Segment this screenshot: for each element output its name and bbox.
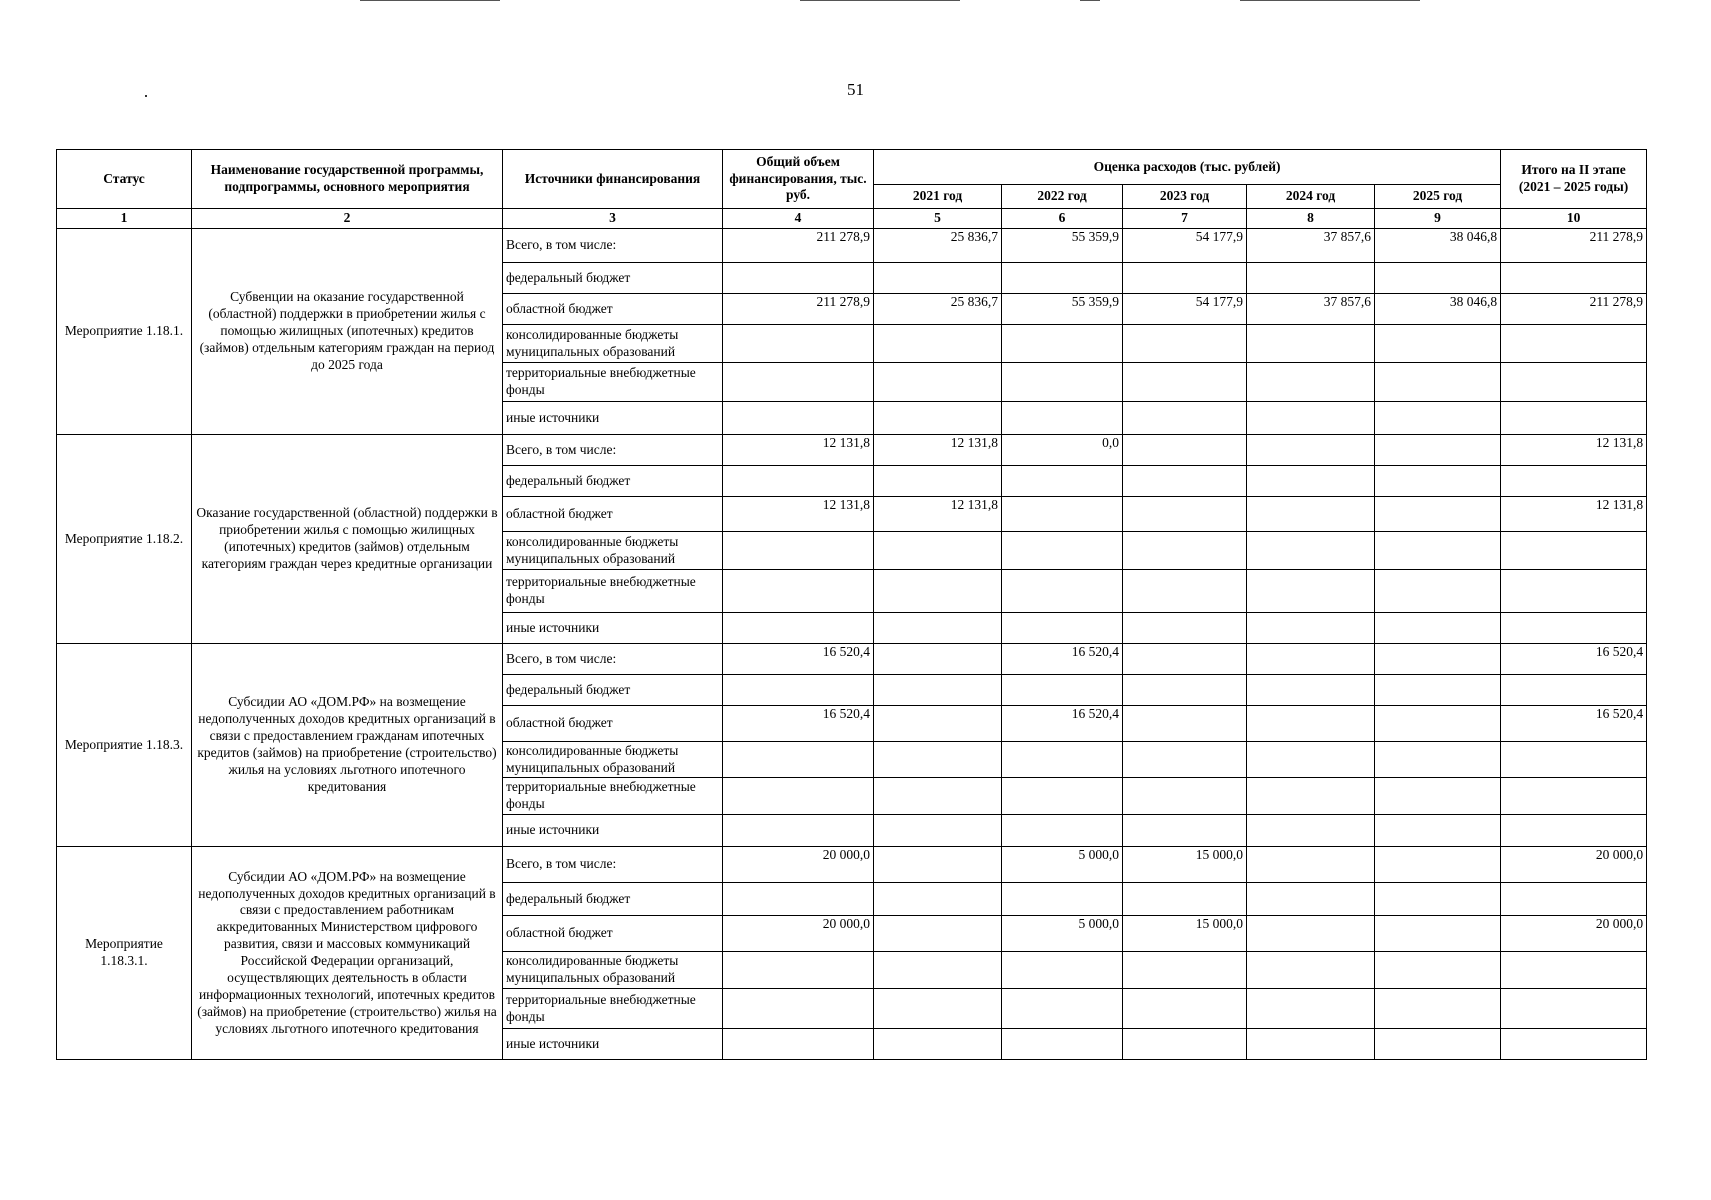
value-stage bbox=[1501, 952, 1647, 989]
value-y2021 bbox=[874, 815, 1002, 847]
value-y2024 bbox=[1247, 815, 1375, 847]
value-y2023 bbox=[1123, 706, 1247, 742]
financing-table bbox=[56, 149, 1647, 1060]
value-y2022: 16 520,4 bbox=[1002, 644, 1123, 675]
value-y2025 bbox=[1375, 532, 1501, 570]
column-number: 4 bbox=[723, 209, 874, 229]
value-y2025: 38 046,8 bbox=[1375, 229, 1501, 263]
value-y2021 bbox=[874, 883, 1002, 916]
value-stage bbox=[1501, 570, 1647, 613]
value-y2025 bbox=[1375, 778, 1501, 815]
value-stage bbox=[1501, 532, 1647, 570]
value-y2025 bbox=[1375, 497, 1501, 532]
funding-source: федеральный бюджет bbox=[503, 675, 723, 706]
value-y2024 bbox=[1247, 883, 1375, 916]
funding-source: территориальные внебюджетные фонды bbox=[503, 570, 723, 613]
value-y2023 bbox=[1123, 532, 1247, 570]
value-total bbox=[723, 778, 874, 815]
value-y2024 bbox=[1247, 570, 1375, 613]
value-stage bbox=[1501, 402, 1647, 435]
value-stage: 16 520,4 bbox=[1501, 644, 1647, 675]
value-y2024 bbox=[1247, 1029, 1375, 1060]
value-y2022 bbox=[1002, 532, 1123, 570]
funding-source: областной бюджет bbox=[503, 916, 723, 952]
header-name: Наименование государственной программы, подпрограммы, основного мероприятия bbox=[192, 150, 503, 209]
value-y2022 bbox=[1002, 402, 1123, 435]
value-y2021: 25 836,7 bbox=[874, 229, 1002, 263]
funding-source: иные источники bbox=[503, 815, 723, 847]
header-status: Статус bbox=[57, 150, 192, 209]
column-number: 3 bbox=[503, 209, 723, 229]
value-y2025 bbox=[1375, 706, 1501, 742]
value-y2023 bbox=[1123, 675, 1247, 706]
column-number: 6 bbox=[1002, 209, 1123, 229]
value-y2024: 37 857,6 bbox=[1247, 229, 1375, 263]
value-y2023: 15 000,0 bbox=[1123, 847, 1247, 883]
funding-source: федеральный бюджет bbox=[503, 263, 723, 294]
value-y2025 bbox=[1375, 466, 1501, 497]
value-y2021 bbox=[874, 742, 1002, 778]
value-total: 211 278,9 bbox=[723, 229, 874, 263]
column-number: 8 bbox=[1247, 209, 1375, 229]
value-y2021: 12 131,8 bbox=[874, 497, 1002, 532]
funding-source: иные источники bbox=[503, 402, 723, 435]
value-total bbox=[723, 989, 874, 1029]
value-y2025: 38 046,8 bbox=[1375, 294, 1501, 325]
value-y2023 bbox=[1123, 466, 1247, 497]
funding-source: Всего, в том числе: bbox=[503, 847, 723, 883]
value-y2025 bbox=[1375, 916, 1501, 952]
value-y2021 bbox=[874, 402, 1002, 435]
scan-edge-line bbox=[360, 0, 500, 1]
header-year: 2024 год bbox=[1247, 185, 1375, 209]
funding-source: консолидированные бюджеты муниципальных образований bbox=[503, 325, 723, 363]
value-y2024 bbox=[1247, 532, 1375, 570]
value-total bbox=[723, 815, 874, 847]
value-stage bbox=[1501, 466, 1647, 497]
value-y2023 bbox=[1123, 363, 1247, 402]
value-y2022: 55 359,9 bbox=[1002, 294, 1123, 325]
value-total: 16 520,4 bbox=[723, 706, 874, 742]
value-y2024 bbox=[1247, 325, 1375, 363]
value-y2022: 5 000,0 bbox=[1002, 916, 1123, 952]
value-y2023 bbox=[1123, 435, 1247, 466]
value-y2025 bbox=[1375, 263, 1501, 294]
value-y2024 bbox=[1247, 263, 1375, 294]
table-row bbox=[57, 644, 1647, 675]
value-y2022 bbox=[1002, 815, 1123, 847]
value-y2022 bbox=[1002, 325, 1123, 363]
value-total bbox=[723, 952, 874, 989]
value-y2025 bbox=[1375, 435, 1501, 466]
value-y2022 bbox=[1002, 1029, 1123, 1060]
measure-name: Оказание государственной (областной) поддержки в приобретении жилья с помощью жилищных (ипотечных) кредитов (займов) отдельным категориям граждан через кредитные организации bbox=[192, 435, 503, 644]
value-y2022 bbox=[1002, 263, 1123, 294]
value-y2021 bbox=[874, 675, 1002, 706]
value-y2025 bbox=[1375, 1029, 1501, 1060]
value-y2023 bbox=[1123, 644, 1247, 675]
header-stage-total: Итого на II этапе (2021 – 2025 годы) bbox=[1501, 150, 1647, 209]
value-y2022: 0,0 bbox=[1002, 435, 1123, 466]
value-y2021 bbox=[874, 613, 1002, 644]
value-total bbox=[723, 742, 874, 778]
value-y2025 bbox=[1375, 325, 1501, 363]
value-y2024 bbox=[1247, 466, 1375, 497]
funding-source: консолидированные бюджеты муниципальных образований bbox=[503, 952, 723, 989]
value-y2023: 54 177,9 bbox=[1123, 294, 1247, 325]
value-y2023 bbox=[1123, 883, 1247, 916]
value-y2021 bbox=[874, 263, 1002, 294]
value-total bbox=[723, 363, 874, 402]
funding-source: иные источники bbox=[503, 613, 723, 644]
value-y2023 bbox=[1123, 613, 1247, 644]
value-y2022: 5 000,0 bbox=[1002, 847, 1123, 883]
funding-source: территориальные внебюджетные фонды bbox=[503, 989, 723, 1029]
scan-edge-line bbox=[800, 0, 960, 1]
funding-source: консолидированные бюджеты муниципальных образований bbox=[503, 532, 723, 570]
value-total: 20 000,0 bbox=[723, 916, 874, 952]
value-total: 12 131,8 bbox=[723, 435, 874, 466]
column-number: 7 bbox=[1123, 209, 1247, 229]
table-row bbox=[57, 435, 1647, 466]
value-stage: 12 131,8 bbox=[1501, 435, 1647, 466]
value-stage bbox=[1501, 263, 1647, 294]
table-row bbox=[57, 229, 1647, 263]
funding-source: областной бюджет bbox=[503, 294, 723, 325]
value-y2025 bbox=[1375, 952, 1501, 989]
value-y2024 bbox=[1247, 952, 1375, 989]
value-y2021 bbox=[874, 778, 1002, 815]
value-y2022 bbox=[1002, 466, 1123, 497]
value-y2021 bbox=[874, 570, 1002, 613]
value-total bbox=[723, 883, 874, 916]
value-stage bbox=[1501, 989, 1647, 1029]
value-y2024 bbox=[1247, 778, 1375, 815]
value-y2022 bbox=[1002, 497, 1123, 532]
funding-source: Всего, в том числе: bbox=[503, 229, 723, 263]
value-stage: 20 000,0 bbox=[1501, 916, 1647, 952]
header-total-volume: Общий объем финансирования, тыс. руб. bbox=[723, 150, 874, 209]
value-stage bbox=[1501, 325, 1647, 363]
funding-source: областной бюджет bbox=[503, 706, 723, 742]
value-total: 16 520,4 bbox=[723, 644, 874, 675]
column-number: 9 bbox=[1375, 209, 1501, 229]
value-y2021 bbox=[874, 466, 1002, 497]
value-y2022: 16 520,4 bbox=[1002, 706, 1123, 742]
value-y2022 bbox=[1002, 613, 1123, 644]
measure-name: Субсидии АО «ДОМ.РФ» на возмещение недополученных доходов кредитных организаций в связи с предоставлением работникам аккредитованных Министерством цифрового развития, связи и массовых коммуникаций Российской Федерации организаций, осуществляющих деятельность в области информационных технологий, ипотечных кредитов (займов) на приобретение (строительство) жилья на условиях льготного ипотечного кредитования bbox=[192, 847, 503, 1060]
value-total bbox=[723, 263, 874, 294]
measure-status: Мероприятие 1.18.2. bbox=[57, 435, 192, 644]
value-total: 211 278,9 bbox=[723, 294, 874, 325]
value-y2025 bbox=[1375, 675, 1501, 706]
value-y2024 bbox=[1247, 742, 1375, 778]
value-y2021 bbox=[874, 644, 1002, 675]
value-y2025 bbox=[1375, 613, 1501, 644]
value-y2024 bbox=[1247, 613, 1375, 644]
value-y2024 bbox=[1247, 435, 1375, 466]
measure-status: Мероприятие 1.18.3. bbox=[57, 644, 192, 847]
header-year: 2023 год bbox=[1123, 185, 1247, 209]
value-y2023 bbox=[1123, 1029, 1247, 1060]
value-y2023 bbox=[1123, 497, 1247, 532]
value-stage bbox=[1501, 675, 1647, 706]
value-y2025 bbox=[1375, 363, 1501, 402]
header-estimate: Оценка расходов (тыс. рублей) bbox=[874, 150, 1501, 185]
value-y2023: 15 000,0 bbox=[1123, 916, 1247, 952]
value-y2023 bbox=[1123, 570, 1247, 613]
value-y2023 bbox=[1123, 952, 1247, 989]
value-stage bbox=[1501, 883, 1647, 916]
value-stage: 211 278,9 bbox=[1501, 229, 1647, 263]
value-y2021 bbox=[874, 325, 1002, 363]
value-y2022: 55 359,9 bbox=[1002, 229, 1123, 263]
measure-status: Мероприятие 1.18.3.1. bbox=[57, 847, 192, 1060]
value-y2021 bbox=[874, 1029, 1002, 1060]
value-y2022 bbox=[1002, 952, 1123, 989]
funding-source: областной бюджет bbox=[503, 497, 723, 532]
value-y2021 bbox=[874, 706, 1002, 742]
value-y2023 bbox=[1123, 742, 1247, 778]
header-year: 2021 год bbox=[874, 185, 1002, 209]
funding-source: федеральный бюджет bbox=[503, 466, 723, 497]
value-y2022 bbox=[1002, 675, 1123, 706]
value-stage bbox=[1501, 1029, 1647, 1060]
value-stage bbox=[1501, 363, 1647, 402]
value-y2021 bbox=[874, 989, 1002, 1029]
value-stage bbox=[1501, 742, 1647, 778]
value-y2024 bbox=[1247, 989, 1375, 1029]
value-stage bbox=[1501, 613, 1647, 644]
value-y2022 bbox=[1002, 778, 1123, 815]
value-y2024 bbox=[1247, 363, 1375, 402]
value-stage bbox=[1501, 778, 1647, 815]
value-y2025 bbox=[1375, 742, 1501, 778]
value-y2021 bbox=[874, 916, 1002, 952]
value-y2021 bbox=[874, 952, 1002, 989]
value-y2025 bbox=[1375, 644, 1501, 675]
value-y2025 bbox=[1375, 847, 1501, 883]
table-body bbox=[57, 209, 1647, 1060]
value-y2025 bbox=[1375, 989, 1501, 1029]
value-y2021 bbox=[874, 363, 1002, 402]
value-y2023 bbox=[1123, 989, 1247, 1029]
value-y2021 bbox=[874, 532, 1002, 570]
value-y2023 bbox=[1123, 263, 1247, 294]
value-y2025 bbox=[1375, 402, 1501, 435]
value-y2024 bbox=[1247, 916, 1375, 952]
value-y2024 bbox=[1247, 402, 1375, 435]
column-number: 5 bbox=[874, 209, 1002, 229]
value-y2024 bbox=[1247, 847, 1375, 883]
header-sources: Источники финансирования bbox=[503, 150, 723, 209]
value-total bbox=[723, 402, 874, 435]
funding-source: иные источники bbox=[503, 1029, 723, 1060]
value-y2025 bbox=[1375, 883, 1501, 916]
value-stage bbox=[1501, 815, 1647, 847]
value-y2022 bbox=[1002, 570, 1123, 613]
value-y2025 bbox=[1375, 815, 1501, 847]
value-y2023 bbox=[1123, 815, 1247, 847]
funding-source: Всего, в том числе: bbox=[503, 435, 723, 466]
value-total bbox=[723, 1029, 874, 1060]
value-y2024: 37 857,6 bbox=[1247, 294, 1375, 325]
value-total bbox=[723, 325, 874, 363]
value-y2022 bbox=[1002, 883, 1123, 916]
funding-source: территориальные внебюджетные фонды bbox=[503, 363, 723, 402]
measure-name: Субвенции на оказание государственной (областной) поддержки в приобретении жилья с помощью жилищных (ипотечных) кредитов (займов) отдельным категориям граждан на период до 2025 года bbox=[192, 229, 503, 435]
page-number: 51 bbox=[847, 80, 864, 99]
value-y2023: 54 177,9 bbox=[1123, 229, 1247, 263]
value-y2022 bbox=[1002, 363, 1123, 402]
value-total bbox=[723, 532, 874, 570]
value-y2023 bbox=[1123, 402, 1247, 435]
table-row bbox=[57, 847, 1647, 883]
value-stage: 12 131,8 bbox=[1501, 497, 1647, 532]
measure-status: Мероприятие 1.18.1. bbox=[57, 229, 192, 435]
column-number: 1 bbox=[57, 209, 192, 229]
value-total: 12 131,8 bbox=[723, 497, 874, 532]
value-y2024 bbox=[1247, 497, 1375, 532]
value-total bbox=[723, 466, 874, 497]
scan-edge-line bbox=[1080, 0, 1100, 1]
value-stage: 16 520,4 bbox=[1501, 706, 1647, 742]
value-y2023 bbox=[1123, 325, 1247, 363]
value-stage: 211 278,9 bbox=[1501, 294, 1647, 325]
header-year: 2025 год bbox=[1375, 185, 1501, 209]
value-y2022 bbox=[1002, 742, 1123, 778]
value-y2025 bbox=[1375, 570, 1501, 613]
value-y2023 bbox=[1123, 778, 1247, 815]
column-number: 2 bbox=[192, 209, 503, 229]
value-y2021 bbox=[874, 847, 1002, 883]
header-year: 2022 год bbox=[1002, 185, 1123, 209]
value-total bbox=[723, 613, 874, 644]
funding-source: Всего, в том числе: bbox=[503, 644, 723, 675]
value-y2024 bbox=[1247, 706, 1375, 742]
value-y2024 bbox=[1247, 644, 1375, 675]
value-y2022 bbox=[1002, 989, 1123, 1029]
measure-name: Субсидии АО «ДОМ.РФ» на возмещение недополученных доходов кредитных организаций в связи с предоставлением гражданам ипотечных кредитов (займов) на приобретение (строительство) жилья на условиях льготного ипотечного кредитования bbox=[192, 644, 503, 847]
funding-source: федеральный бюджет bbox=[503, 883, 723, 916]
value-y2021: 25 836,7 bbox=[874, 294, 1002, 325]
value-total bbox=[723, 675, 874, 706]
funding-source: консолидированные бюджеты муниципальных образований bbox=[503, 742, 723, 778]
funding-source: территориальные внебюджетные фонды bbox=[503, 778, 723, 815]
value-y2021: 12 131,8 bbox=[874, 435, 1002, 466]
column-number-row bbox=[57, 209, 1647, 229]
scan-edge-line bbox=[1240, 0, 1420, 1]
column-number: 10 bbox=[1501, 209, 1647, 229]
value-y2024 bbox=[1247, 675, 1375, 706]
value-total: 20 000,0 bbox=[723, 847, 874, 883]
value-stage: 20 000,0 bbox=[1501, 847, 1647, 883]
value-total bbox=[723, 570, 874, 613]
